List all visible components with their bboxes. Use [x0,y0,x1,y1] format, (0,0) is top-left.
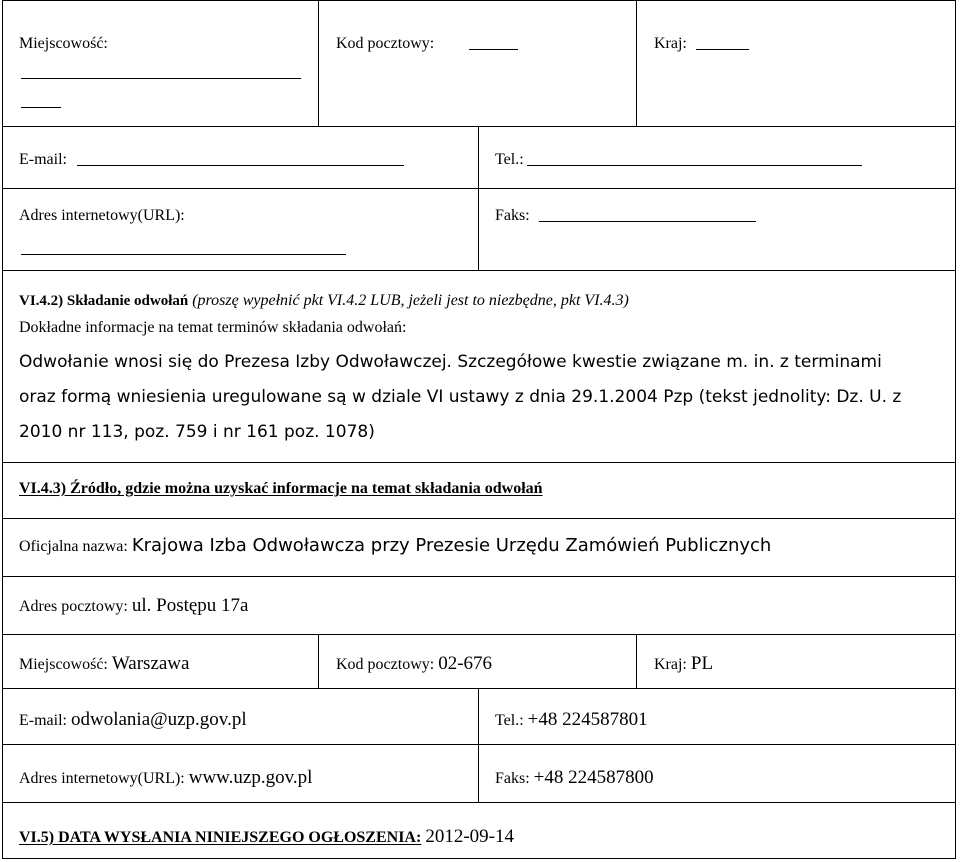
row-divider [2,518,956,519]
source-postal-row [336,654,492,673]
col-divider [478,688,479,802]
source-fax-row [495,768,654,787]
official-name-label: Oficjalna nazwa: [19,538,128,555]
source-country-value: PL [690,653,714,674]
postal-address-label: Adres pocztowy: [19,598,128,615]
source-email-value: odwolania@uzp.gov.pl [70,709,247,730]
source-fax-value: +48 224587800 [533,767,654,788]
col-divider [478,126,479,270]
url-label: Adres internetowy(URL): [19,207,185,224]
appeals-heading-line [19,293,629,309]
source-url-value: www.uzp.gov.pl [188,767,313,788]
source-email-label: E-mail: [19,712,67,729]
phone-label: Tel.: [495,151,524,168]
row-divider [2,744,956,745]
appeals-info-label: Dokładne informacje na temat terminów składania odwołań: [19,319,407,336]
country-label: Kraj: [654,35,687,52]
source-url-row [19,768,312,787]
city-blank [21,78,301,79]
source-phone-row [495,710,648,729]
fax-label: Faks: [495,207,530,224]
source-city-value: Warszawa [111,653,190,674]
appeals-heading: VI.4.2) Składanie odwołań [19,293,189,309]
fax-blank [539,221,756,222]
source-fax-label: Faks: [495,770,530,787]
col-divider [636,0,637,126]
postal-address-value: ul. Postępu 17a [131,595,249,616]
appeals-text-line-1: Odwołanie wnosi się do Prezesa Izby Odwoławczej. Szczegółowe kwestie związane m. in. z terminami [19,352,882,372]
official-name-row [19,537,771,555]
email-blank [77,165,404,166]
appeals-text-line-2: oraz formą wniesienia uregulowane są w dziale VI ustawy z dnia 29.1.2004 Pzp (tekst jednolity: Dz. U. z [19,387,902,407]
appeals-text-line-3: 2010 nr 113, poz. 759 i nr 161 poz. 1078) [19,422,375,442]
source-heading: VI.4.3) Źródło, gdzie można uzyskać informacje na temat składania odwołań [19,480,543,497]
official-name-value: Krajowa Izba Odwoławcza przy Prezesie Urzędu Zamówień Publicznych [131,535,772,556]
source-postal-label: Kod pocztowy: [336,656,435,673]
country-blank [696,49,749,50]
row-divider [2,576,956,577]
row-divider [2,634,956,635]
source-phone-label: Tel.: [495,712,524,729]
source-phone-value: +48 224587801 [527,709,648,730]
row-divider [2,188,956,189]
url-blank [21,254,346,255]
city-blank-continued [21,107,61,108]
postal-address-row [19,596,249,615]
email-label: E-mail: [19,151,67,168]
dispatch-row [19,827,514,846]
dispatch-date: 2012-09-14 [425,826,514,847]
phone-blank [527,165,862,166]
row-divider [2,688,956,689]
postal-code-label: Kod pocztowy: [336,35,435,52]
dispatch-heading: VI.5) DATA WYSŁANIA NINIEJSZEGO OGŁOSZENIA: [19,829,422,846]
source-postal-value: 02-676 [438,653,493,674]
col-divider [318,0,319,126]
appeals-note: (proszę wypełnić pkt VI.4.2 LUB, jeżeli jest to niezbędne, pkt VI.4.3) [192,292,629,309]
source-city-label: Miejscowość: [19,656,108,673]
row-divider [2,802,956,803]
source-country-row [654,654,713,673]
source-country-label: Kraj: [654,656,687,673]
col-divider [318,634,319,688]
row-divider [2,462,956,463]
row-divider [2,270,956,271]
col-divider [636,634,637,688]
row-divider [2,126,956,127]
source-city-row [19,654,189,673]
source-url-label: Adres internetowy(URL): [19,770,185,787]
source-email-row [19,710,247,729]
postal-code-blank [469,49,518,50]
city-label: Miejscowość: [19,35,108,52]
